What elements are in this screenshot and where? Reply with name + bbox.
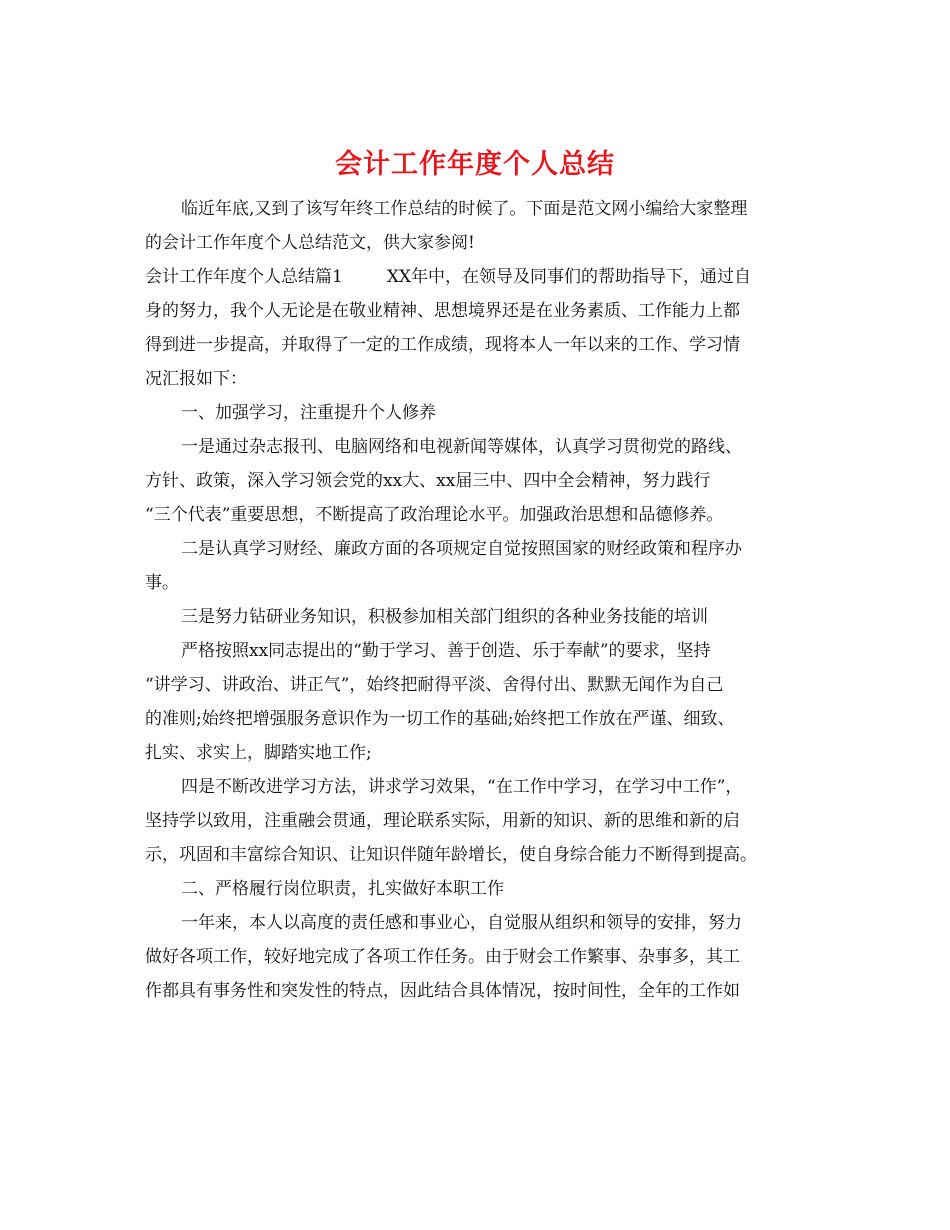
paragraph-line: 身的努力，我个人无论是在敬业精神、思想境界还是在业务素质、工作能力上都 [145,301,740,321]
paragraph-line: 三是努力钻研业务知识，积极参加相关部门组织的各种业务技能的培训 [181,607,708,627]
section-heading: 一、加强学习，注重提升个人修养 [181,403,436,423]
paragraph-line: 扎实、求实上，脚踏实地工作; [145,743,372,763]
paragraph-line: 一是通过杂志报刊、电脑网络和电视新闻等媒体，认真学习贯彻党的路线、 [181,437,742,457]
paragraph-line: 示，巩固和丰富综合知识、让知识伴随年龄增长，使自身综合能力不断得到提高。 [145,845,757,865]
paragraph-line: 事。 [145,573,179,593]
paragraph-line [145,266,815,288]
paragraph-line: 临近年底,又到了该写年终工作总结的时候了。下面是范文网小编给大家整理 [181,199,748,219]
document-title: 会计工作年度个人总结 [335,149,615,180]
paragraph-line: 的准则;始终把增强服务意识作为一切工作的基础;始终把工作放在严谨、细致、 [145,709,735,729]
paragraph-line: 四是不断改进学习方法，讲求学习效果，“在工作中学习，在学习中工作”， [181,777,743,797]
paragraph-line: “三个代表”重要思想，不断提高了政治理论水平。加强政治思想和品德修养。 [145,505,724,525]
paragraph-line: 况汇报如下： [145,369,247,389]
paragraph-line: 作都具有事务性和突发性的特点，因此结合具体情况，按时间性，全年的工作如 [145,981,740,1001]
paragraph-line: “讲学习、讲政治、讲正气”，始终把耐得平淡、舍得付出、默默无闻作为自己 [145,675,724,695]
paragraph-line: 二是认真学习财经、廉政方面的各项规定自觉按照国家的财经政策和程序办 [181,539,742,559]
paragraph-line: 的会计工作年度个人总结范文，供大家参阅! [145,233,475,253]
paragraph-line: 严格按照xx同志提出的“勤于学习、善于创造、乐于奉献”的要求，坚持 [181,641,711,661]
paragraph-line: 坚持学以致用，注重融会贯通，理论联系实际，用新的知识、新的思维和新的启 [145,811,740,831]
paragraph-line: 一年来，本人以高度的责任感和事业心，自觉服从组织和领导的安排，努力 [181,913,742,933]
section-heading: 会计工作年度个人总结篇1 [145,267,343,287]
section-heading: 二、严格履行岗位职责，扎实做好本职工作 [181,879,504,899]
paragraph-line: 做好各项工作，较好地完成了各项工作任务。由于财会工作繁事、杂事多，其工 [145,947,740,967]
paragraph-line: 方针、政策，深入学习领会党的xx大、xx届三中、四中全会精神，努力践行 [145,471,711,491]
paragraph-line: 得到进一步提高，并取得了一定的工作成绩，现将本人一年以来的工作、学习情 [145,335,740,355]
paragraph-text: XX年中，在领导及同事们的帮助指导下，通过自 [386,267,752,287]
